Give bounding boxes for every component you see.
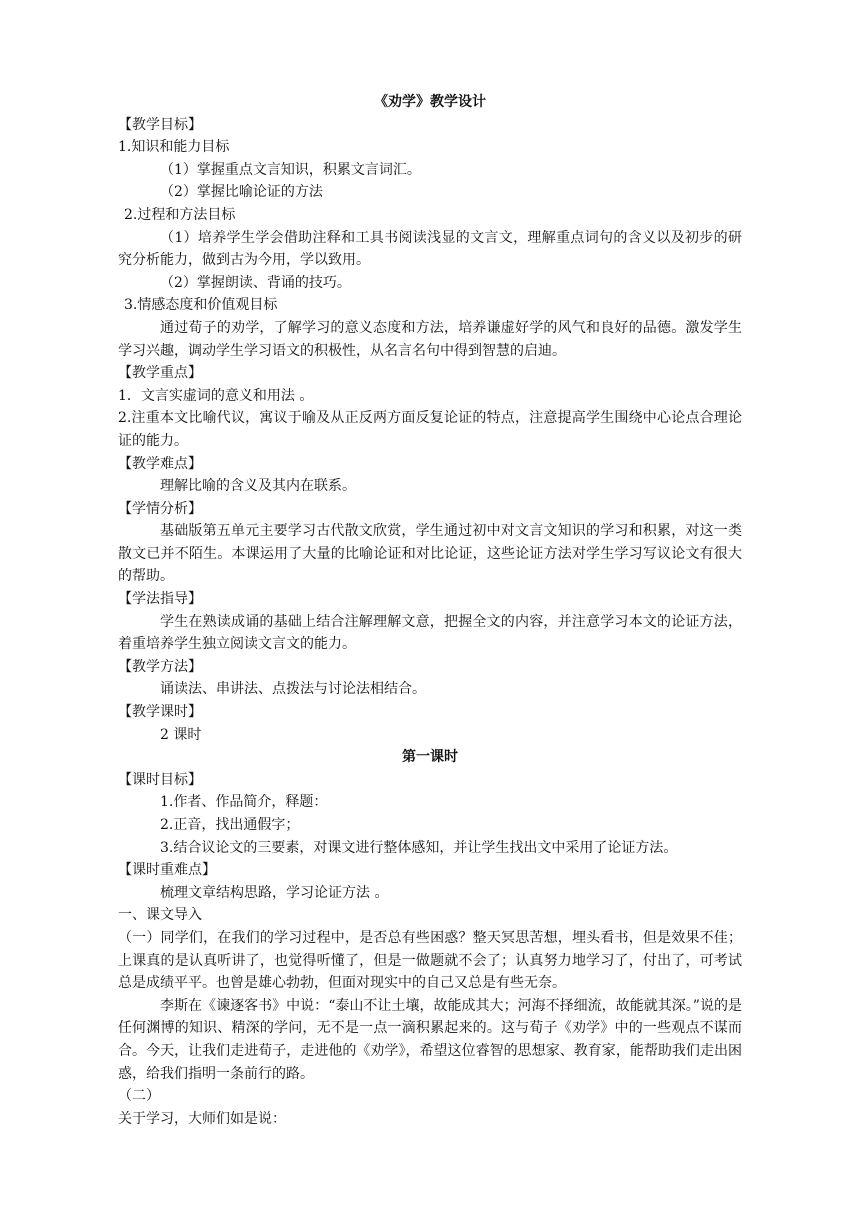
analysis-paragraph: 基础版第五单元主要学习古代散文欣赏，学生通过初中对文言文知识的学习和积累，对这一类散文已并不陌生。本课运用了大量的比喻论证和对比论证，这些论证方法对学生学习写议论文有很大的帮助。 xyxy=(118,523,742,585)
key-point-2: 2.注重本文比喻代议，寓议于喻及从正反两方面反复论证的特点，注意提高学生围绕中心论点合理论证的能力。 xyxy=(118,410,742,449)
goal-3: 3.情感态度和价值观目标 xyxy=(124,297,278,314)
goal-2b: （2）掌握朗读、背诵的技巧。 xyxy=(160,274,351,291)
goal-1a: （1）掌握重点文言知识，积累文言词汇。 xyxy=(160,161,421,178)
section-heading-lesson-key: 【课时重难点】 xyxy=(118,862,216,879)
goal-1: 1.知识和能力目标 xyxy=(118,139,230,156)
lesson-key-1: 梳理文章结构思路，学习论证方法 。 xyxy=(160,884,389,901)
goal-3a: 通过荀子的劝学，了解学习的意义态度和方法，培养谦虚好学的风气和良好的品德。激发学生学习兴趣，调动学生学习语文的积极性，从名言名句中得到智慧的启迪。 xyxy=(118,319,742,359)
lesson-goal-3: 3.结合议论文的三要素，对课文进行整体感知，并让学生找出文中采用了论证方法。 xyxy=(160,839,678,856)
section-heading-analysis: 【学情分析】 xyxy=(118,500,202,517)
goal-2a: （1）培养学生学会借助注释和工具书阅读浅显的文言文，理解重点词句的含义以及初步的研究分析能力，做到古为今用，学以致用。 xyxy=(118,229,742,269)
section-heading-lesson-goals: 【课时目标】 xyxy=(118,771,202,788)
section-1-paragraph-a: （一）同学们，在我们的学习过程中，是否总有些困惑？整天冥思苦想，埋头看书，但是效果不佳；上课真的是认真听讲了，也觉得听懂了，但是一做题就不会了；认真努力地学习了，付出了，可考试总是成绩平平。也曾是雄心勃勃，但面对现实中的自己又总是有些无奈。 xyxy=(118,929,742,992)
section-heading-hours: 【教学课时】 xyxy=(118,704,202,721)
goal-1b: （2）掌握比喻论证的方法 xyxy=(160,184,323,201)
section-2-paragraph: 关于学习，大师们如是说： xyxy=(118,1110,286,1127)
hours-1: 2 课时 xyxy=(160,726,202,743)
lesson-1-title: 第一课时 xyxy=(402,749,458,766)
section-heading-method: 【教学方法】 xyxy=(118,658,202,675)
section-heading-guide: 【学法指导】 xyxy=(118,591,202,608)
difficulty-1: 理解比喻的含义及其内在联系。 xyxy=(160,478,356,495)
section-heading-difficulty: 【教学难点】 xyxy=(118,455,202,472)
document-body xyxy=(118,91,742,1130)
guide-paragraph: 学生在熟读成诵的基础上结合注解理解文意，把握全文的内容，并注意学习本文的论证方法，着重培养学生独立阅读文言文的能力。 xyxy=(118,613,742,653)
lesson-goal-1: 1.作者、作品简介，释题： xyxy=(160,794,328,811)
section-1-heading: 一、课文导入 xyxy=(118,907,202,924)
section-heading-key: 【教学重点】 xyxy=(118,365,202,382)
goal-2: 2.过程和方法目标 xyxy=(124,206,236,223)
section-heading-goals: 【教学目标】 xyxy=(118,116,202,133)
section-2-heading: （二） xyxy=(118,1088,160,1105)
page-title: 《劝学》教学设计 xyxy=(374,94,486,110)
method-1: 诵读法、串讲法、点拨法与讨论法相结合。 xyxy=(160,681,426,698)
lesson-goal-2: 2.正音，找出通假字； xyxy=(160,817,300,833)
section-1-paragraph-b: 李斯在《谏逐客书》中说：“泰山不让土壤，故能成其大；河海不择细流，故能就其深。”说的是任何渊博的知识、精深的学问，无不是一点一滴积累起来的。这与荀子《劝学》中的一些观点不谋而合。今天，让我们走进荀子，走进他的《劝学》，希望这位睿智的思想家、教育家，能帮助我们走出困惑，给我们指明一条前行的路。 xyxy=(118,997,742,1082)
key-point-1: 1．文言实虚词的意义和用法 。 xyxy=(118,387,314,404)
